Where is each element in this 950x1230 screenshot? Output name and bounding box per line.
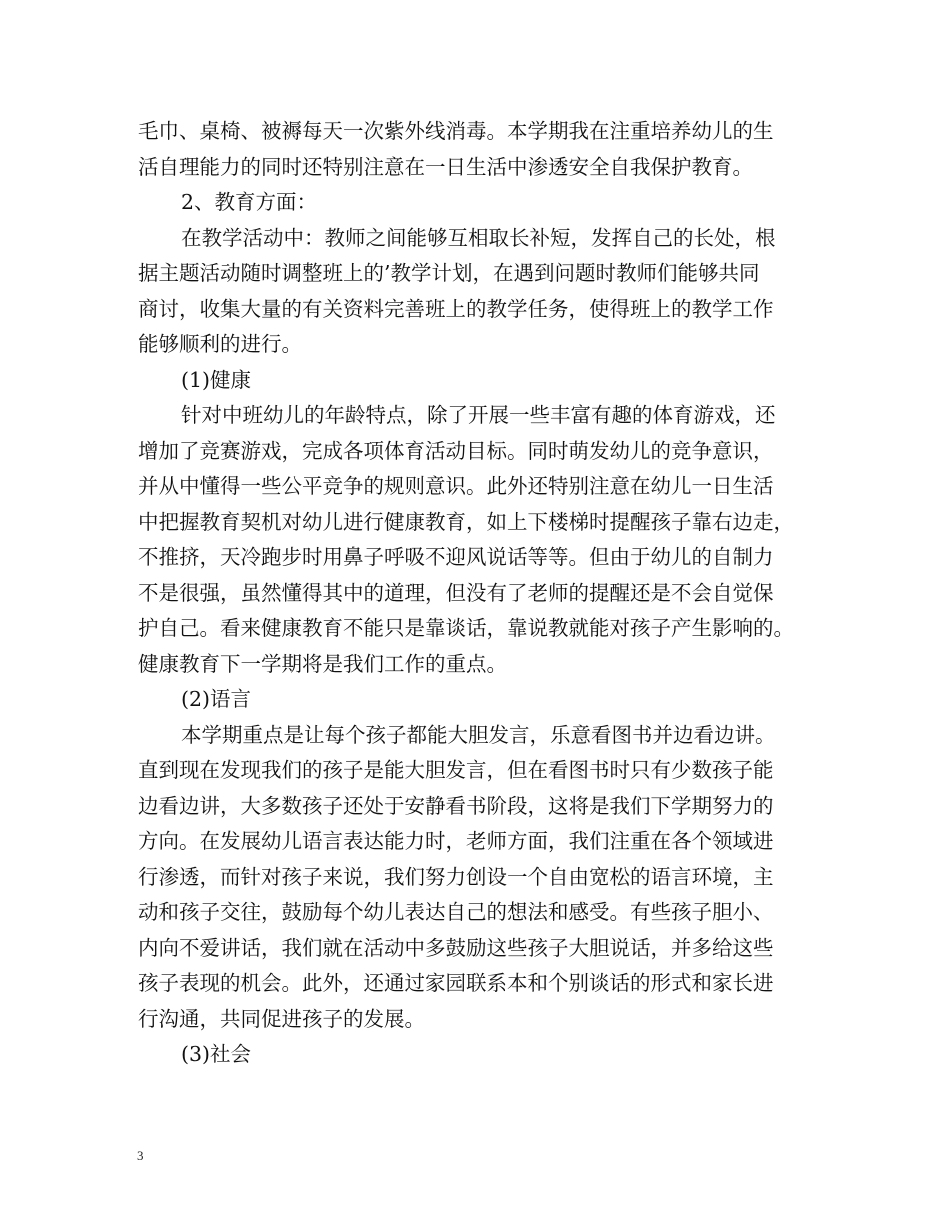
text-line: 直到现在发现我们的孩子是能大胆发言，但在看图书时只有少数孩子能 xyxy=(138,758,774,782)
text-line: 内向不爱讲话，我们就在活动中多鼓励这些孩子大胆说话，并多给这些 xyxy=(138,935,774,960)
text-line: 针对中班幼儿的年龄特点，除了开展一些丰富有趣的体育游戏，还 xyxy=(181,403,776,427)
text-line: 并从中懂得一些公平竞争的规则意识。此外还特别注意在幼儿一日生活 xyxy=(138,474,774,498)
text-line: 边看边讲，大多数孩子还处于安静看书阶段，这将是我们下学期努力的 xyxy=(138,793,774,818)
text-line: 行沟通，共同促进孩子的发展。 xyxy=(138,1006,425,1031)
text-line: 不是很强，虽然懂得其中的道理，但没有了老师的提醒还是不会自觉保 xyxy=(138,580,774,605)
text-line: 动和孩子交往，鼓励每个幼儿表达自己的想法和感受。有些孩子胆小、 xyxy=(138,900,774,924)
text-line: 孩子表现的机会。此外，还通过家园联系本和个别谈话的形式和家长进 xyxy=(138,971,774,995)
text-line: 护自己。看来健康教育不能只是靠谈话，靠说教就能对孩子产生影响的。 xyxy=(138,616,794,640)
text-line: 方向。在发展幼儿语言表达能力时，老师方面，我们注重在各个领域进 xyxy=(138,829,774,853)
text-line: 中把握教育契机对幼儿进行健康教育，如上下楼梯时提醒孩子靠右边走， xyxy=(138,509,794,534)
page-number: 3 xyxy=(137,1148,144,1163)
text-line: 增加了竞赛游戏，完成各项体育活动目标。同时萌发幼儿的竞争意识， xyxy=(138,438,774,463)
text-line: (1)健康 xyxy=(181,367,252,392)
text-line: (2)语言 xyxy=(181,687,252,711)
text-line: (3)社会 xyxy=(181,1042,252,1066)
text-line: 行渗透，而针对孩子来说，我们努力创设一个自由宽松的语言环境，主 xyxy=(138,864,774,889)
text-line: 健康教育下一学期将是我们工作的重点。 xyxy=(138,651,507,676)
text-line: 2、教育方面： xyxy=(181,190,318,214)
text-line: 在教学活动中：教师之间能够互相取长补短，发挥自己的长处，根 xyxy=(181,225,776,250)
text-line: 本学期重点是让每个孩子都能大胆发言，乐意看图书并边看边讲。 xyxy=(181,722,776,747)
text-line: 能够顺利的进行。 xyxy=(138,332,302,356)
document-body xyxy=(138,114,838,1073)
text-line: 不推挤，天冷跑步时用鼻子呼吸不迎风说话等等。但由于幼儿的自制力 xyxy=(138,545,774,569)
text-line: 毛巾、桌椅、被褥每天一次紫外线消毒。本学期我在注重培养幼儿的生 xyxy=(138,119,774,143)
text-line: 商讨，收集大量的有关资料完善班上的教学任务，使得班上的教学工作 xyxy=(138,296,774,321)
text-line: 活自理能力的同时还特别注意在一日生活中渗透安全自我保护教育。 xyxy=(138,154,753,179)
text-line: 据主题活动随时调整班上的’教学计划，在遇到问题时教师们能够共同 xyxy=(138,261,760,285)
